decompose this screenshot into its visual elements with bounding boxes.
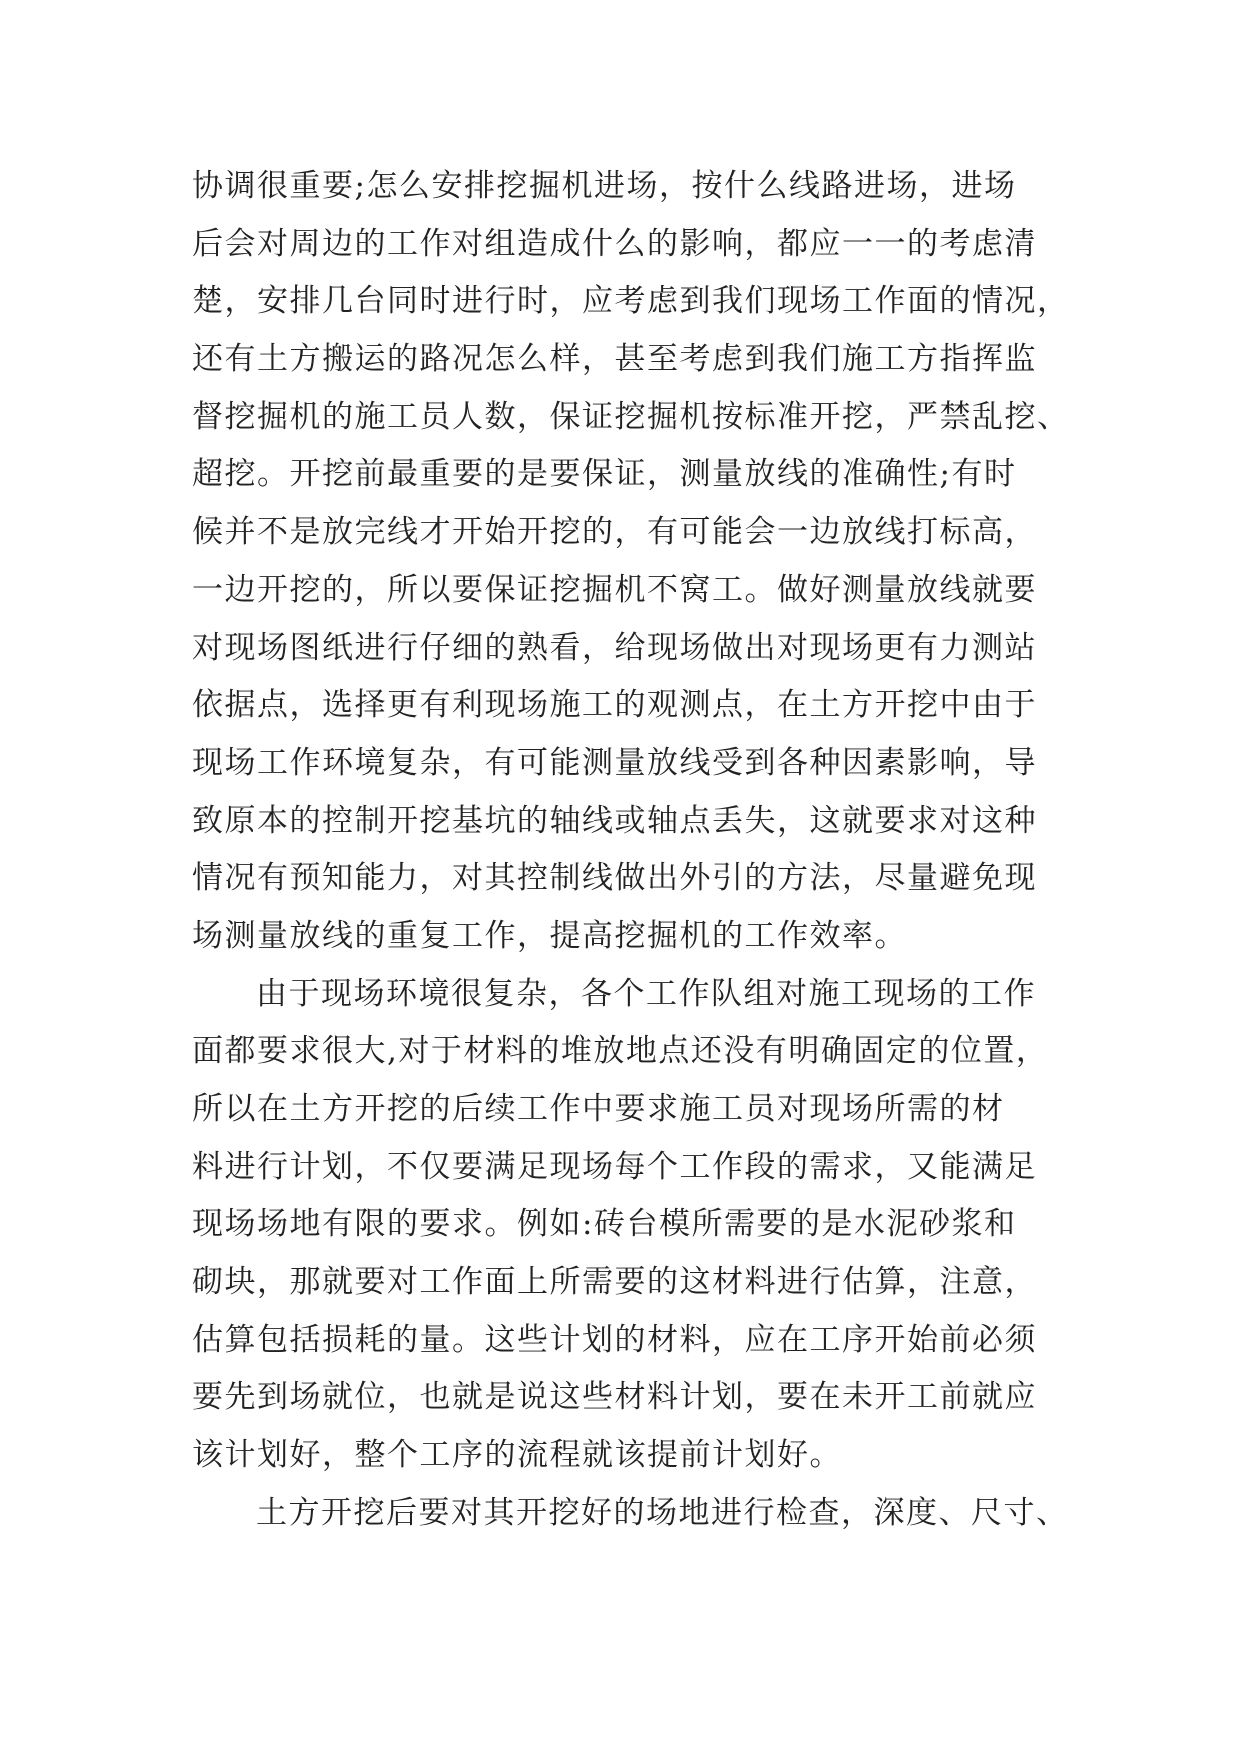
paragraph-start-line: 由于现场环境很复杂，各个工作队组对施工现场的工作 — [256, 975, 1036, 1012]
text-line: 场测量放线的重复工作，提高挖掘机的工作效率。 — [192, 917, 907, 954]
text-line: 候并不是放完线才开始开挖的，有可能会一边放线打标高， — [192, 514, 1037, 551]
text-line: 致原本的控制开挖基坑的轴线或轴点丢失，这就要求对这种 — [192, 802, 1037, 839]
text-line: 所以在土方开挖的后续工作中要求施工员对现场所需的材 — [192, 1091, 1005, 1127]
text-line: 料进行计划，不仅要满足现场每个工作段的需求，又能满足 — [192, 1148, 1037, 1185]
text-line: 一边开挖的，所以要保证挖掘机不窝工。做好测量放线就要 — [192, 571, 1037, 608]
text-line: 要先到场就位，也就是说这些材料计划，要在未开工前就应 — [192, 1379, 1037, 1416]
text-line: 估算包括损耗的量。这些计划的材料，应在工序开始前必须 — [192, 1321, 1037, 1358]
text-line: 现场场地有限的要求。例如:砖台模所需要的是水泥砂浆和 — [192, 1206, 1017, 1243]
text-line: 楚，安排几台同时进行时，应考虑到我们现场工作面的情况， — [192, 283, 1070, 320]
text-line: 后会对周边的工作对组造成什么的影响，都应一一的考虑清 — [192, 225, 1037, 262]
text-line: 该计划好，整个工序的流程就该提前计划好。 — [192, 1437, 842, 1474]
text-line: 情况有预知能力，对其控制线做出外引的方法，尽量避免现 — [192, 860, 1037, 897]
text-line: 超挖。开挖前最重要的是要保证，测量放线的准确性;有时 — [192, 456, 1017, 493]
text-line: 依据点，选择更有利现场施工的观测点，在土方开挖中由于 — [192, 687, 1037, 724]
text-line: 砌块，那就要对工作面上所需要的这材料进行估算，注意， — [192, 1264, 1037, 1301]
text-line: 督挖掘机的施工员人数，保证挖掘机按标准开挖，严禁乱挖、 — [192, 398, 1070, 435]
body-text — [192, 158, 1070, 1543]
text-line: 协调很重要;怎么安排挖掘机进场，按什么线路进场，进场 — [192, 168, 1017, 204]
text-line: 还有土方搬运的路况怎么样，甚至考虑到我们施工方指挥监 — [192, 341, 1037, 378]
text-line: 面都要求很大,对于材料的堆放地点还没有明确固定的位置， — [192, 1033, 1049, 1070]
text-line: 对现场图纸进行仔细的熟看，给现场做出对现场更有力测站 — [192, 629, 1037, 666]
paragraph-start-line: 土方开挖后要对其开挖好的场地进行检查，深度、尺寸、 — [256, 1494, 1069, 1531]
text-line: 现场工作环境复杂，有可能测量放线受到各种因素影响，导 — [192, 744, 1037, 781]
